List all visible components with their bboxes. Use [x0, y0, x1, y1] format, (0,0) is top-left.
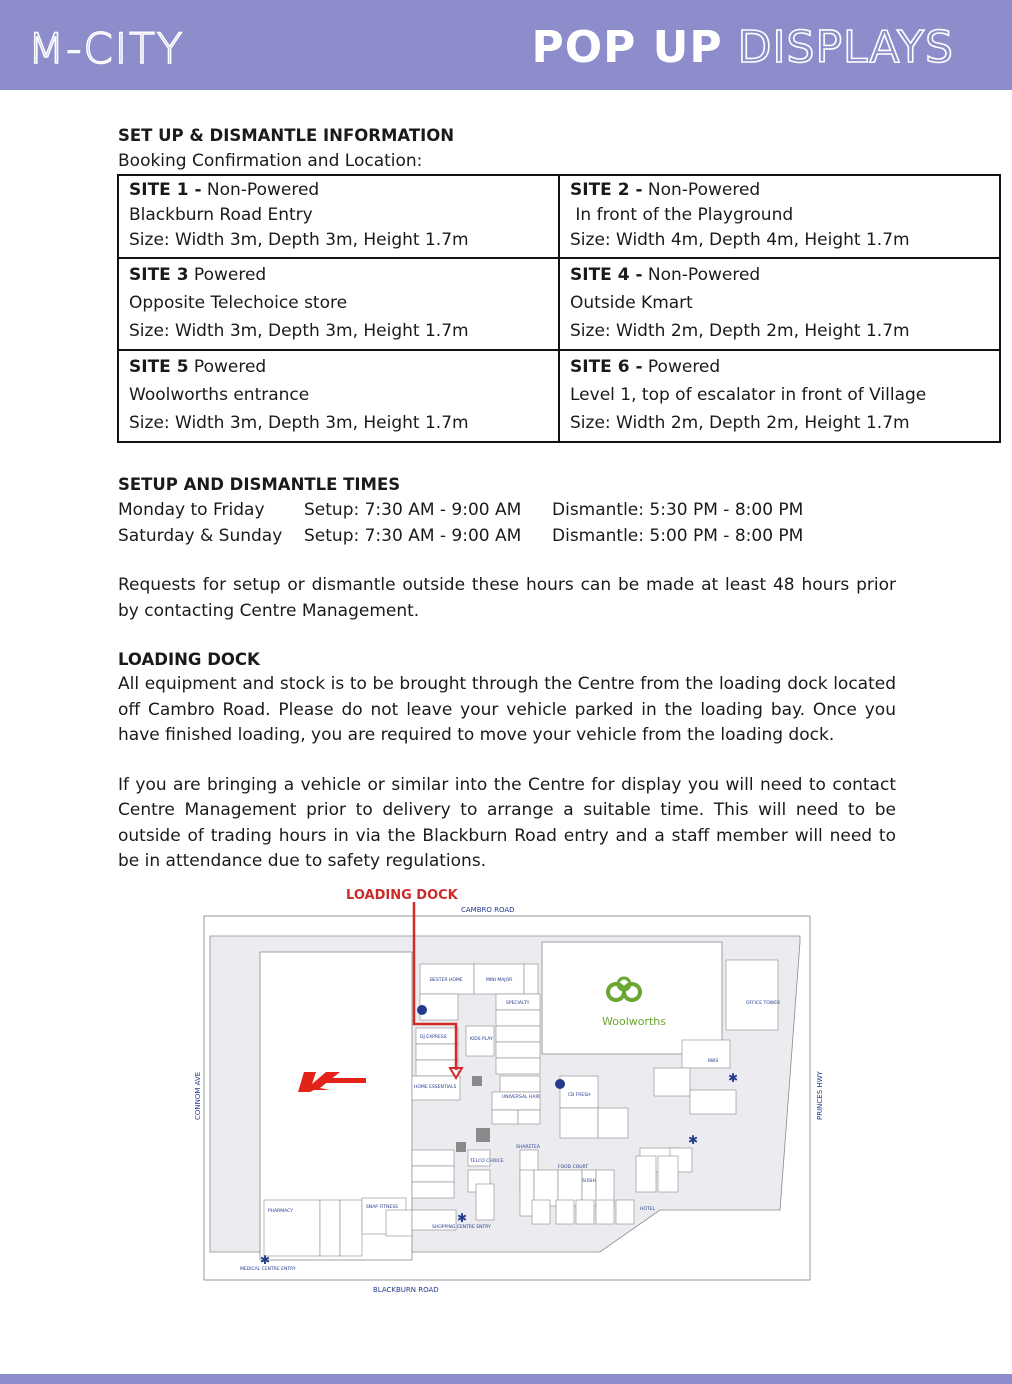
loading-para-2: If you are bringing a vehicle or similar into the Centre for display you will need to contact Centre Management prior to delivery to arrange a suitable time. This will need to be outside of trading hours in via the Blackburn Road entry and a staff member will need to be in attendance due to safety regulations. — [118, 774, 896, 871]
document-body — [118, 124, 927, 875]
cambro-road-label: CAMBRO ROAD — [461, 906, 515, 914]
star-icon: ✱ — [260, 1253, 271, 1267]
site-type: Non-Powered — [642, 180, 761, 200]
site-cell-4 — [559, 258, 1000, 350]
site-label: SITE 2 - — [570, 180, 643, 200]
medical-entry-label: MEDICAL CENTRE ENTRY — [240, 1267, 296, 1272]
store-label: OFFICE TOWER — [746, 1001, 781, 1006]
site-cell-1 — [118, 175, 559, 258]
site-size: Size: Width 4m, Depth 4m, Height 1.7m — [570, 230, 910, 250]
times-row — [118, 523, 902, 549]
site-type: Powered — [188, 357, 267, 377]
loading-dock-label: LOADING DOCK — [346, 888, 458, 903]
blackburn-road-label: BLACKBURN ROAD — [373, 1286, 439, 1294]
loading-heading: LOADING DOCK — [118, 650, 260, 669]
store-label: DJ EXPRESS — [420, 1035, 447, 1040]
m-city-logo: M-CITY — [28, 24, 185, 73]
site-location: In front of the Playground — [570, 205, 794, 225]
site-size: Size: Width 2m, Depth 2m, Height 1.7m — [570, 413, 910, 433]
woolworths-label: Woolworths — [602, 1015, 667, 1028]
site-cell-6 — [559, 350, 1000, 442]
site-label: SITE 3 — [129, 265, 189, 285]
store-label: MINI MAJOR — [486, 978, 513, 983]
site-location: Outside Kmart — [570, 293, 693, 313]
centre-map — [180, 880, 840, 1300]
times-note: Requests for setup or dismantle outside these hours can be made at least 48 hours prior by contacting Centre Management. — [118, 575, 896, 621]
title-outline: DISPLAYS — [737, 22, 954, 73]
store-label: SHARETEA — [516, 1145, 540, 1150]
site-label: SITE 1 - — [129, 180, 202, 200]
site-size: Size: Width 3m, Depth 3m, Height 1.7m — [129, 230, 469, 250]
site-label: SITE 6 - — [570, 357, 643, 377]
site-cell-5 — [118, 350, 559, 442]
site-location: Opposite Telechoice store — [129, 293, 348, 313]
setup-heading: SET UP & DISMANTLE INFORMATION — [118, 126, 455, 145]
footer-bar — [0, 1374, 1012, 1384]
site-location: Blackburn Road Entry — [129, 205, 313, 225]
star-icon: ✱ — [728, 1071, 739, 1085]
store-label: HOME ESSENTIALS — [414, 1085, 457, 1090]
setup-subheading: Booking Confirmation and Location: — [118, 151, 423, 171]
store-label: HOTEL — [640, 1207, 656, 1212]
store-label: SNAP FITNESS — [366, 1205, 399, 1210]
times-setup: Setup: 7:30 AM - 9:00 AM — [304, 500, 522, 520]
store-label: SUSHI — [582, 1179, 596, 1184]
star-icon: ✱ — [457, 1211, 468, 1225]
site-size: Size: Width 2m, Depth 2m, Height 1.7m — [570, 321, 910, 341]
site-type: Powered — [642, 357, 721, 377]
header-banner — [0, 0, 1012, 90]
store-label: CB FRESH — [568, 1093, 591, 1098]
site-cell-2 — [559, 175, 1000, 258]
times-section — [118, 473, 902, 549]
times-dismantle: Dismantle: 5:00 PM - 8:00 PM — [552, 526, 804, 546]
site-label: SITE 5 — [129, 357, 189, 377]
store-label: PHARMACY — [268, 1209, 293, 1214]
times-days: Saturday & Sunday — [118, 526, 283, 546]
times-heading: SETUP AND DISMANTLE TIMES — [118, 475, 401, 494]
connom-ave-label: CONNOM AVE — [194, 1071, 202, 1120]
sites-table — [117, 174, 1001, 443]
store-label: SPECIALTY — [506, 1001, 530, 1006]
store-label: FOOD COURT — [558, 1165, 589, 1170]
site-label: SITE 4 - — [570, 265, 643, 285]
store-label: BWS — [708, 1059, 719, 1064]
site-size: Size: Width 3m, Depth 3m, Height 1.7m — [129, 321, 469, 341]
site-location: Woolworths entrance — [129, 385, 310, 405]
times-days: Monday to Friday — [118, 500, 265, 520]
store-label: UNIVERSAL HAIR — [502, 1095, 540, 1100]
site-location: Level 1, top of escalator in front of Village — [570, 385, 927, 405]
site-size: Size: Width 3m, Depth 3m, Height 1.7m — [129, 413, 469, 433]
loading-para-1: All equipment and stock is to be brought through the Centre from the loading dock located off Cambro Road. Please do not leave your vehicle parked in the loading bay. Once you have finished loading, you are required to move your vehicle from the loading dock. — [118, 674, 896, 745]
site-type: Powered — [188, 265, 267, 285]
star-icon: ✱ — [688, 1133, 699, 1147]
title-solid: POP UP — [531, 22, 723, 73]
page-title — [531, 22, 954, 73]
shopping-entry-label: SHOPPING CENTRE ENTRY — [432, 1225, 491, 1230]
store-label: BESTER HOME — [430, 978, 463, 983]
store-label: KIDS PLAY — [470, 1037, 493, 1042]
site-type: Non-Powered — [642, 265, 761, 285]
times-setup: Setup: 7:30 AM - 9:00 AM — [304, 526, 522, 546]
times-dismantle: Dismantle: 5:30 PM - 8:00 PM — [552, 500, 804, 520]
site-type: Non-Powered — [201, 180, 320, 200]
site-cell-3 — [118, 258, 559, 350]
times-row — [118, 497, 902, 523]
centre-map-svg — [180, 880, 840, 1300]
store-label: TELCO CHOICE — [470, 1159, 504, 1164]
princes-hwy-label: PRINCES HWY — [816, 1071, 824, 1120]
